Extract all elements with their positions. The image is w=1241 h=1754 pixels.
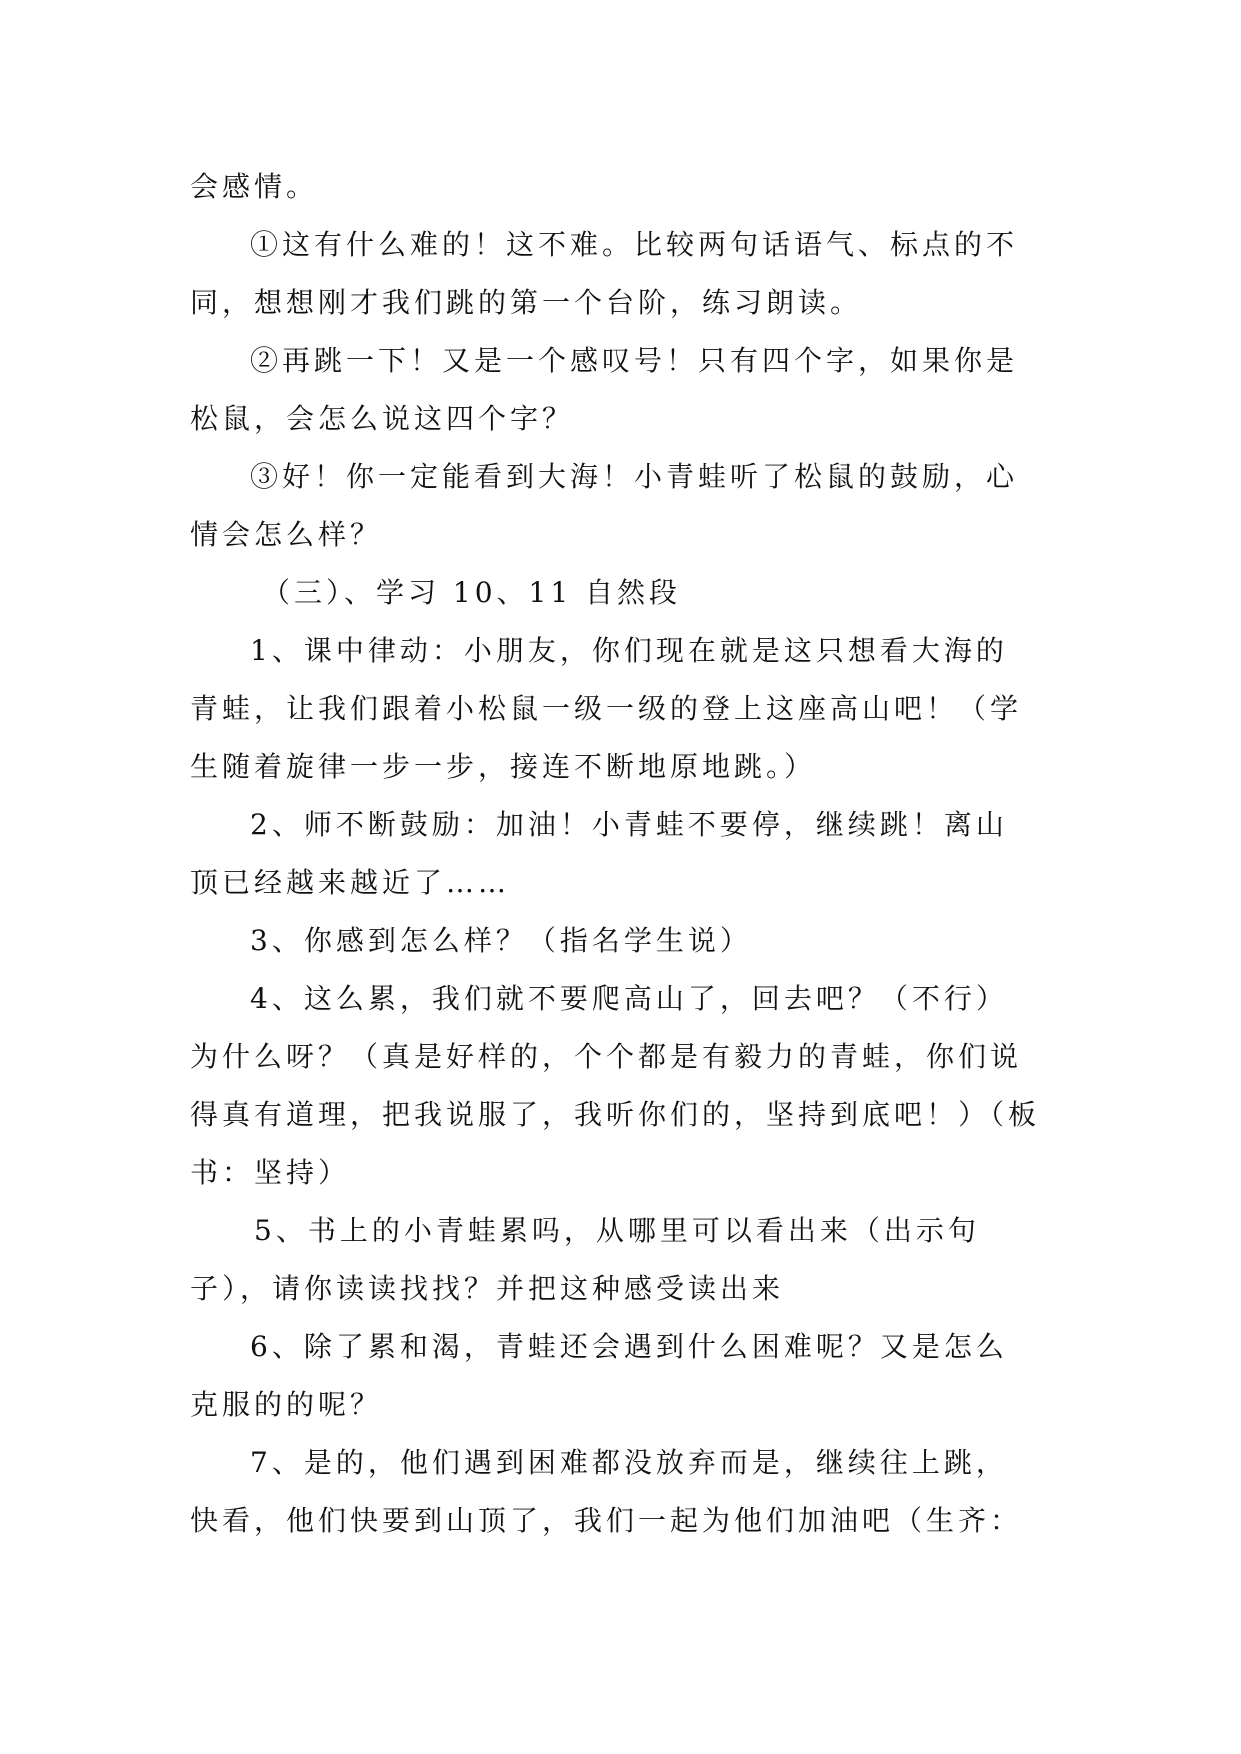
text-line: 青蛙，让我们跟着小松鼠一级一级的登上这座高山吧！（学 xyxy=(190,692,1023,725)
document-body xyxy=(190,158,1050,1550)
text-line: 情会怎么样？ xyxy=(190,518,383,551)
text-line: 克服的的呢？ xyxy=(190,1388,383,1421)
text-line: （三）、学习 10、11 自然段 xyxy=(262,576,682,609)
text-line: 6、除了累和渴，青蛙还会遇到什么困难呢？又是怎么 xyxy=(250,1330,1008,1363)
text-line: 3、你感到怎么样？（指名学生说） xyxy=(250,924,752,957)
text-line: 顶已经越来越近了…… xyxy=(190,866,511,899)
text-line: ③好！你一定能看到大海！小青蛙听了松鼠的鼓励，心 xyxy=(250,460,1019,493)
text-line: 2、师不断鼓励：加油！小青蛙不要停，继续跳！离山 xyxy=(250,808,1008,841)
text-line: 子），请你读读找找？并把这种感受读出来 xyxy=(190,1272,785,1305)
text-line: ②再跳一下！又是一个感叹号！只有四个字，如果你是 xyxy=(250,344,1019,377)
text-line: 7、是的，他们遇到困难都没放弃而是，继续往上跳， xyxy=(250,1446,1008,1479)
text-line: 5、书上的小青蛙累吗，从哪里可以看出来（出示句 xyxy=(254,1214,980,1247)
text-line: 1、课中律动：小朋友，你们现在就是这只想看大海的 xyxy=(250,634,1008,667)
text-line: 同，想想刚才我们跳的第一个台阶，练习朗读。 xyxy=(190,286,863,319)
text-line: ①这有什么难的！这不难。比较两句话语气、标点的不 xyxy=(250,228,1019,261)
text-line: 生随着旋律一步一步，接连不断地原地跳。） xyxy=(190,750,817,783)
text-line: 4、这么累，我们就不要爬高山了，回去吧？（不行） xyxy=(250,982,1008,1015)
text-line: 书：坚持） xyxy=(190,1156,351,1189)
text-line: 会感情。 xyxy=(190,170,319,203)
text-line: 为什么呀？（真是好样的，个个都是有毅力的青蛙，你们说 xyxy=(190,1040,1023,1073)
text-line: 松鼠，会怎么说这四个字？ xyxy=(190,402,575,435)
text-line: 快看，他们快要到山顶了，我们一起为他们加油吧（生齐： xyxy=(190,1504,1023,1537)
text-line: 得真有道理，把我说服了，我听你们的，坚持到底吧！）（板 xyxy=(190,1098,1041,1131)
